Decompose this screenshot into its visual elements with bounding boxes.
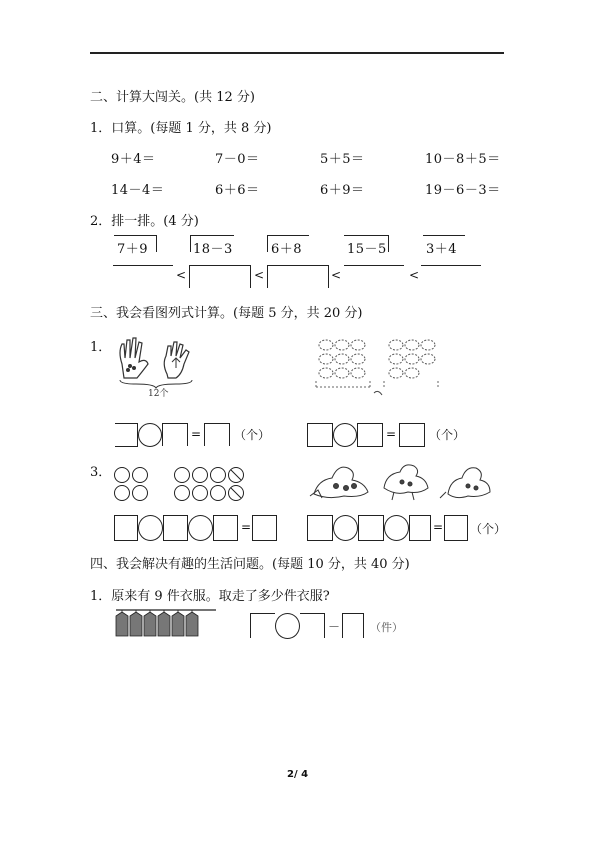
oral-problem: 5＋5＝ bbox=[320, 152, 365, 167]
circles-picture bbox=[112, 466, 252, 506]
oral-problem: 7－0＝ bbox=[215, 152, 260, 167]
equals-sign: = bbox=[386, 427, 397, 441]
answer-box[interactable] bbox=[115, 423, 138, 447]
clothes-picture bbox=[112, 606, 222, 640]
sort-expression: 7＋9 bbox=[117, 242, 149, 257]
sort-expression: 15－5 bbox=[347, 242, 387, 257]
bracket-top bbox=[267, 235, 309, 236]
operator-circle[interactable] bbox=[333, 515, 358, 541]
answer-box[interactable] bbox=[162, 423, 188, 446]
answer-box[interactable] bbox=[213, 515, 238, 541]
bracket-side bbox=[156, 235, 157, 252]
question-number: 3． bbox=[90, 465, 112, 480]
unit-label: （个） bbox=[429, 428, 466, 442]
operator-circle[interactable] bbox=[188, 515, 213, 541]
bracket-side bbox=[267, 235, 268, 252]
oral-problem: 10－8＋5＝ bbox=[425, 152, 501, 167]
answer-box[interactable] bbox=[307, 515, 333, 541]
answer-box[interactable] bbox=[250, 613, 275, 638]
answer-box[interactable] bbox=[267, 265, 329, 288]
operator-circle[interactable] bbox=[138, 423, 162, 447]
oral-problem: 6＋9＝ bbox=[320, 183, 365, 198]
unit-label: （个） bbox=[234, 428, 271, 442]
q2-title: 2．排一排。(4 分) bbox=[90, 214, 199, 229]
equals-sign: = bbox=[241, 520, 252, 534]
hands-picture bbox=[112, 334, 207, 398]
answer-line[interactable] bbox=[344, 265, 404, 266]
answer-box[interactable] bbox=[114, 515, 138, 541]
bracket-top bbox=[344, 235, 388, 236]
bracket-side bbox=[190, 235, 191, 252]
answer-box[interactable] bbox=[399, 423, 425, 447]
bracket-top bbox=[114, 235, 156, 236]
operator-circle[interactable] bbox=[333, 423, 357, 447]
bracket-top bbox=[190, 235, 234, 236]
bracket-top bbox=[423, 235, 465, 236]
less-than-sign: < bbox=[254, 268, 265, 282]
header-rule bbox=[90, 52, 504, 54]
oral-problem: 6＋6＝ bbox=[215, 183, 260, 198]
unit-label: （件） bbox=[370, 621, 403, 634]
minus-sign: － bbox=[328, 620, 341, 634]
answer-box[interactable] bbox=[444, 515, 468, 541]
brace-label: 12个 bbox=[148, 389, 169, 398]
sort-expression: 3＋4 bbox=[426, 242, 458, 257]
answer-line[interactable] bbox=[113, 265, 173, 266]
equals-sign: = bbox=[191, 427, 202, 441]
oral-problem: 19－6－3＝ bbox=[425, 183, 501, 198]
operator-circle[interactable] bbox=[138, 515, 163, 541]
answer-box[interactable] bbox=[252, 515, 277, 541]
operator-circle[interactable] bbox=[384, 515, 409, 541]
section2-title: 二、计算大闯关。(共 12 分) bbox=[90, 90, 255, 105]
answer-box[interactable] bbox=[409, 515, 431, 541]
flowers-picture bbox=[314, 337, 444, 407]
answer-box[interactable] bbox=[358, 515, 384, 541]
answer-box[interactable] bbox=[300, 613, 325, 638]
less-than-sign: < bbox=[409, 268, 420, 282]
sort-expression: 6＋8 bbox=[271, 242, 303, 257]
question-number: 1． bbox=[90, 340, 112, 355]
operator-circle[interactable] bbox=[275, 613, 300, 639]
s4-q1-title: 1．原来有 9 件衣服。取走了多少件衣服? bbox=[90, 589, 330, 604]
section3-title: 三、我会看图列式计算。(每题 5 分，共 20 分) bbox=[90, 306, 363, 321]
unit-label: （个） bbox=[470, 522, 507, 536]
oral-problem: 14－4＝ bbox=[111, 183, 165, 198]
answer-box[interactable] bbox=[204, 423, 230, 446]
answer-box[interactable] bbox=[357, 423, 383, 447]
dinosaurs-picture bbox=[308, 458, 498, 504]
answer-box[interactable] bbox=[189, 265, 251, 288]
answer-box[interactable] bbox=[307, 423, 333, 447]
equals-sign: = bbox=[433, 520, 444, 534]
oral-problem: 9＋4＝ bbox=[111, 152, 156, 167]
answer-box[interactable] bbox=[163, 515, 188, 541]
answer-line[interactable] bbox=[421, 265, 481, 266]
q1-title: 1．口算。(每题 1 分，共 8 分) bbox=[90, 121, 272, 136]
less-than-sign: < bbox=[331, 268, 342, 282]
bracket-side bbox=[388, 235, 389, 252]
sort-expression: 18－3 bbox=[193, 242, 233, 257]
section4-title: 四、我会解决有趣的生活问题。(每题 10 分，共 40 分) bbox=[90, 557, 410, 572]
page-number: 2/ 4 bbox=[287, 769, 309, 780]
answer-box[interactable] bbox=[342, 613, 364, 638]
less-than-sign: < bbox=[176, 268, 187, 282]
